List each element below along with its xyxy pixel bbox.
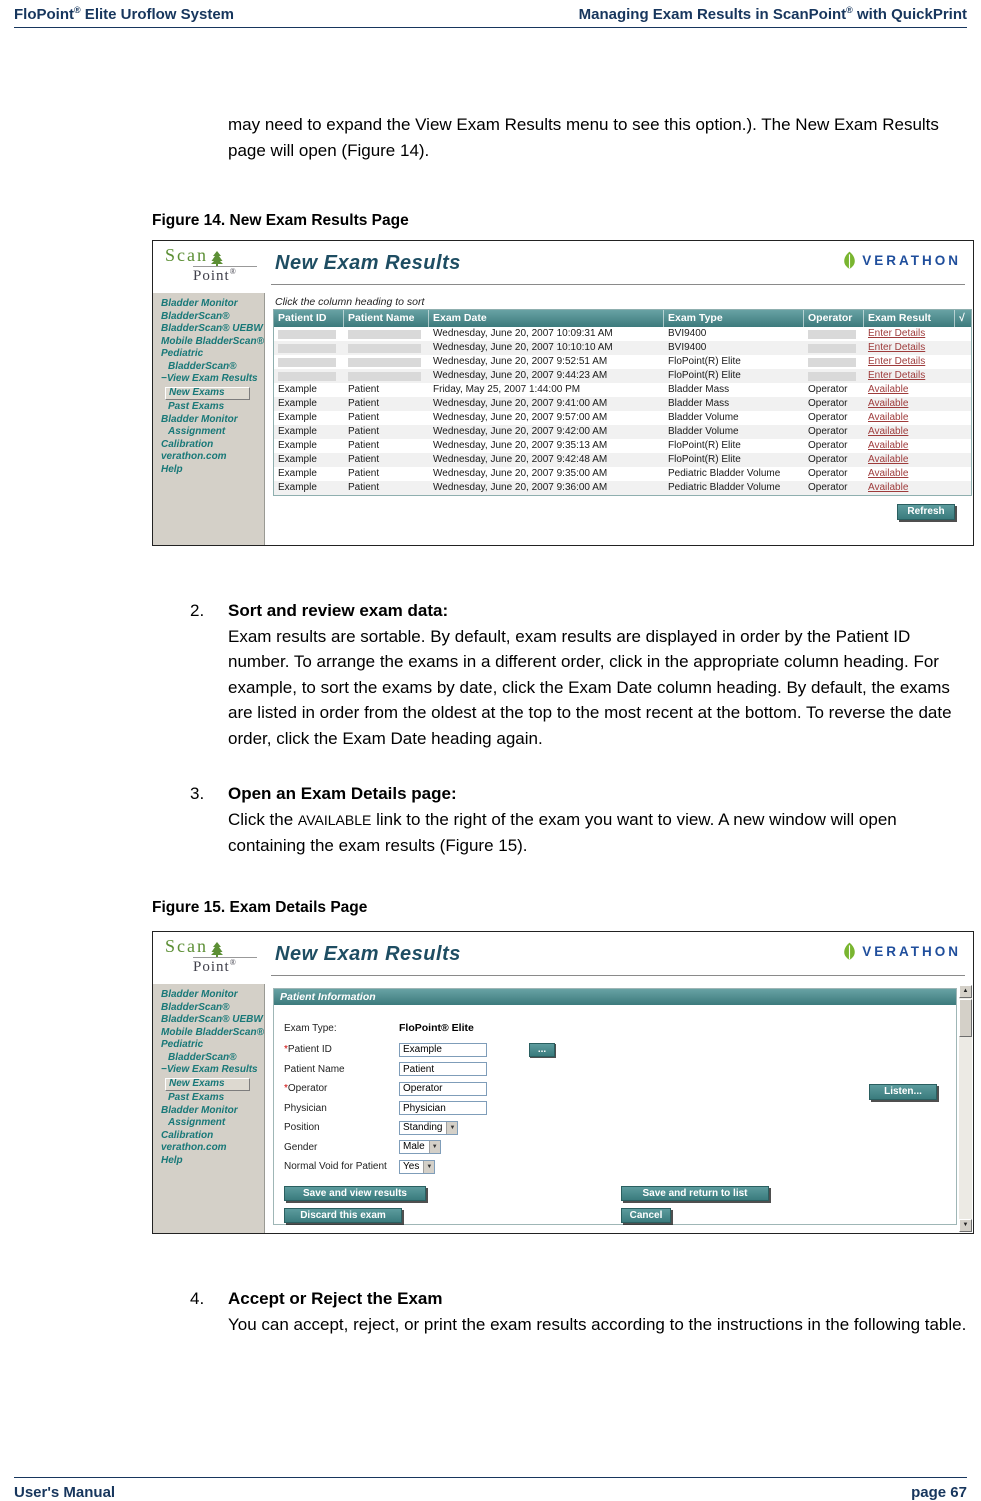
sidebar-item-assignment[interactable]: Assignment (168, 1117, 226, 1128)
cell-result (864, 327, 955, 341)
refresh-button[interactable]: Refresh (897, 504, 955, 520)
cell (804, 341, 864, 355)
footer-right: page 67 (911, 1484, 967, 1501)
exam-result-link[interactable]: Available (868, 440, 909, 451)
step-3 (190, 781, 972, 859)
scroll-up-icon[interactable]: ▲ (959, 985, 972, 998)
cell: Example (278, 482, 317, 493)
cell: BVI9400 (668, 342, 707, 353)
empty-placeholder (808, 358, 856, 367)
step-number: 4. (190, 1289, 205, 1308)
cell-result (864, 397, 955, 411)
patient-name-input[interactable] (399, 1062, 487, 1076)
cell: FloPoint(R) Elite (668, 440, 741, 451)
cell: Bladder Volume (668, 412, 739, 423)
step-body: You can accept, reject, or print the exam results according to the instructions in the following table. (228, 1314, 967, 1334)
patient-form-fields (284, 1040, 946, 1177)
empty-placeholder (278, 358, 336, 367)
cell: Patient (348, 426, 380, 437)
column-header-exam-result[interactable]: Exam Result (864, 310, 955, 327)
cell: Patient (348, 482, 380, 493)
cell-result (864, 425, 955, 439)
cell: Pediatric Bladder Volume (668, 468, 781, 479)
cell: Operator (808, 384, 848, 395)
exam-type-row (284, 1022, 474, 1034)
cell-result (864, 439, 955, 453)
logo-point-text: Point® (193, 957, 257, 976)
exam-row (274, 467, 971, 481)
cell (344, 355, 429, 369)
cell-check (955, 397, 971, 411)
step-number: 2. (190, 601, 205, 620)
doc-header-right: Managing Exam Results in ScanPoint® with QuickPrint (578, 5, 967, 23)
figure15-screenshot (152, 931, 974, 1234)
exam-row (274, 439, 971, 453)
gender-select[interactable] (399, 1140, 441, 1154)
sidebar-item-help[interactable]: Help (161, 463, 183, 475)
sidebar-item-bladder-monitor[interactable]: Bladder Monitor (161, 413, 238, 425)
sidebar-item-mobile-bladderscan[interactable]: Mobile BladderScan® (161, 335, 264, 347)
form-row-operator (284, 1079, 946, 1099)
cell: Bladder Volume (668, 426, 739, 437)
sidebar-item-bladderscan-uebw[interactable]: BladderScan® UEBW (161, 1014, 263, 1025)
selected-value: Yes (403, 1160, 420, 1172)
sidebar-item-new-exams[interactable]: New Exams (165, 387, 250, 401)
app-sidebar (153, 984, 265, 1233)
cell: Wednesday, June 20, 2007 9:36:00 AM (433, 482, 608, 493)
cell-result (864, 341, 955, 355)
exam-result-link[interactable]: Available (868, 426, 909, 437)
field-label: Normal Void for Patient (284, 1161, 387, 1173)
cell (344, 341, 429, 355)
save-and-view-results-button[interactable]: Save and view results (284, 1186, 426, 1201)
empty-placeholder (278, 372, 336, 381)
cell: Patient (348, 412, 380, 423)
empty-placeholder (808, 330, 856, 339)
sidebar-item-view-exam-results[interactable]: −View Exam Results (161, 1064, 258, 1075)
cell (274, 355, 344, 369)
cell: Example (278, 468, 317, 479)
cell (274, 341, 344, 355)
cell: Operator (808, 440, 848, 451)
step-4 (190, 1286, 972, 1337)
scanpoint-logo (165, 936, 257, 976)
exam-result-link[interactable]: Enter Details (868, 328, 926, 339)
sidebar-item-bladder-monitor[interactable]: Bladder Monitor (161, 298, 238, 309)
cell-result (864, 383, 955, 397)
cell (344, 369, 429, 383)
figure14-screenshot (152, 240, 974, 546)
empty-placeholder (808, 372, 856, 381)
exam-list-content (265, 293, 973, 545)
cell-check (955, 369, 971, 383)
field-label: *Operator (284, 1083, 328, 1095)
cell (804, 369, 864, 383)
exam-row (274, 397, 971, 411)
empty-placeholder (348, 358, 421, 367)
app-page-title: New Exam Results (275, 252, 461, 274)
empty-placeholder (278, 344, 336, 353)
chevron-down-icon: ▼ (423, 1161, 434, 1173)
logo-point-text: Point® (193, 266, 257, 285)
cell: Example (278, 384, 317, 395)
step-number: 3. (190, 784, 205, 803)
intro-paragraph: may need to expand the View Exam Results menu to see this option.). The New Exam Results page will open (Figure 14). (228, 115, 939, 160)
empty-placeholder (348, 344, 421, 353)
sidebar-item-verathon-com[interactable]: verathon.com (161, 1142, 227, 1153)
exam-table-header (274, 310, 971, 327)
cancel-button[interactable]: Cancel (621, 1208, 671, 1223)
cell: Example (278, 426, 317, 437)
cell: Wednesday, June 20, 2007 9:57:00 AM (433, 412, 608, 423)
form-row-gender (284, 1138, 946, 1158)
verathon-logo (842, 250, 961, 270)
doc-header (14, 5, 967, 28)
exam-row (274, 355, 971, 369)
sidebar-item-mobile-bladderscan[interactable]: Mobile BladderScan® (161, 1026, 264, 1038)
cell-result (864, 369, 955, 383)
step-body: Click the AVAILABLE link to the right of the exam you want to view. A new window will open containing the exam results (Figure 15). (228, 809, 897, 855)
exam-result-link[interactable]: Available (868, 454, 909, 465)
exam-row (274, 425, 971, 439)
exam-result-link[interactable]: Enter Details (868, 342, 926, 353)
save-and-return-button[interactable]: Save and return to list (621, 1186, 769, 1201)
sidebar-item-bladderscan[interactable]: BladderScan® (168, 360, 237, 372)
exam-row (274, 481, 971, 495)
browse-button[interactable]: ... (529, 1043, 555, 1057)
cell: FloPoint(R) Elite (668, 370, 741, 381)
normal-void-for-patient-select[interactable] (399, 1160, 435, 1174)
cell-check (955, 453, 971, 467)
app-body (153, 984, 973, 1233)
verathon-lily-icon (842, 941, 857, 961)
cell: Bladder Mass (668, 398, 730, 409)
cell: Example (278, 454, 317, 465)
empty-placeholder (278, 330, 336, 339)
logo-scan-text: Scan (165, 245, 208, 265)
cell: Wednesday, June 20, 2007 10:09:31 AM (433, 328, 613, 339)
cell-result (864, 467, 955, 481)
cell: Wednesday, June 20, 2007 9:35:13 AM (433, 440, 608, 451)
form-row-patient-name (284, 1060, 946, 1080)
exam-row (274, 383, 971, 397)
cell-check (955, 467, 971, 481)
patient-id-input[interactable] (399, 1043, 487, 1057)
operator-input[interactable] (399, 1082, 487, 1096)
sidebar-item-pediatric[interactable]: Pediatric (161, 1039, 204, 1050)
logo-scan-text: Scan (165, 936, 208, 956)
cell-check (955, 327, 971, 341)
exam-result-link[interactable]: Available (868, 384, 909, 395)
required-asterisk: * (284, 1083, 288, 1095)
cell: Example (278, 412, 317, 423)
sidebar-item-bladder-monitor[interactable]: Bladder Monitor (161, 989, 238, 1000)
exam-result-link[interactable]: Enter Details (868, 370, 926, 381)
field-label: Patient Name (284, 1063, 345, 1075)
exam-details-content (265, 984, 973, 1233)
doc-header-left: FloPoint® Elite Uroflow System (14, 5, 235, 23)
verathon-logo (842, 941, 961, 961)
app-page-title: New Exam Results (275, 943, 461, 965)
cell-check (955, 481, 971, 495)
sidebar-item-pediatric[interactable]: Pediatric (161, 348, 204, 359)
cell (344, 327, 429, 341)
form-row-physician (284, 1099, 946, 1119)
sidebar-item-bladderscan[interactable]: BladderScan® (161, 1001, 230, 1013)
cell: Patient (348, 454, 380, 465)
step-title: Accept or Reject the Exam (228, 1289, 443, 1308)
exam-result-link[interactable]: Available (868, 398, 909, 409)
column-header-exam-date[interactable]: Exam Date (429, 310, 664, 327)
column-header-patient-id[interactable]: Patient ID (274, 310, 344, 327)
sidebar-item-assignment[interactable]: Assignment (168, 426, 226, 437)
cell (274, 327, 344, 341)
cell: Bladder Mass (668, 384, 730, 395)
cell-check (955, 439, 971, 453)
tree-icon (211, 942, 223, 957)
sidebar-item-calibration[interactable]: Calibration (161, 1129, 214, 1141)
sidebar-item-view-exam-results[interactable]: −View Exam Results (161, 373, 258, 384)
app-sidebar (153, 293, 265, 545)
figure15-caption: Figure 15. Exam Details Page (152, 899, 368, 916)
empty-placeholder (808, 344, 856, 353)
exam-result-link[interactable]: Available (868, 482, 909, 493)
cell (804, 327, 864, 341)
exam-type-label: Exam Type: (284, 1022, 337, 1034)
cell: FloPoint(R) Elite (668, 356, 741, 367)
cell: Patient (348, 468, 380, 479)
required-asterisk: * (284, 1044, 288, 1056)
app-header (153, 241, 973, 293)
sidebar-item-bladderscan[interactable]: BladderScan® (168, 1051, 237, 1063)
exam-type-value: FloPoint® Elite (399, 1022, 474, 1034)
cell: Example (278, 398, 317, 409)
cell (804, 355, 864, 369)
column-header-operator[interactable]: Operator (804, 310, 864, 327)
step-body: Exam results are sortable. By default, exam results are displayed in order by the Patient ID number. To arrange the exams in a different order, click in the appropriate column heading. For example, to sort the exams by date, click the Exam Date column heading. By default, the exams are listed in order from the oldest at the top to the most recent at the bottom. To reverse the date order, click the Exam Date heading again. (228, 626, 952, 748)
vertical-scrollbar[interactable] (959, 985, 972, 1232)
verathon-lily-icon (842, 250, 857, 270)
listen-button[interactable]: Listen... (869, 1084, 937, 1100)
cell: Wednesday, June 20, 2007 10:10:10 AM (433, 342, 613, 353)
form-row-patient-id (284, 1040, 946, 1060)
cell: Wednesday, June 20, 2007 9:42:00 AM (433, 426, 608, 437)
cell: Wednesday, June 20, 2007 9:44:23 AM (433, 370, 608, 381)
sidebar-item-help[interactable]: Help (161, 1154, 183, 1166)
footer-left: User's Manual (14, 1484, 116, 1501)
sidebar-item-new-exams[interactable]: New Exams (165, 1078, 250, 1092)
tree-icon (211, 251, 223, 266)
discard-exam-button[interactable]: Discard this exam (284, 1208, 402, 1223)
exam-row (274, 327, 971, 341)
exam-row (274, 369, 971, 383)
patient-information-header: Patient Information (274, 989, 956, 1005)
cell: Patient (348, 398, 380, 409)
cell-result (864, 355, 955, 369)
exam-table (273, 309, 972, 496)
cell: Operator (808, 468, 848, 479)
step-title: Sort and review exam data: (228, 601, 449, 620)
verathon-wordmark: VERATHON (862, 252, 961, 268)
cell: Wednesday, June 20, 2007 9:35:00 AM (433, 468, 608, 479)
cell: Patient (348, 384, 380, 395)
cell-check (955, 411, 971, 425)
cell (274, 369, 344, 383)
scanpoint-logo (165, 245, 257, 285)
cell: Wednesday, June 20, 2007 9:52:51 AM (433, 356, 608, 367)
sidebar-item-bladderscan[interactable]: BladderScan® (161, 310, 230, 322)
cell: Wednesday, June 20, 2007 9:41:00 AM (433, 398, 608, 409)
form-row-normal-void-for-patient (284, 1157, 946, 1177)
title-rule (271, 975, 965, 976)
scrollbar-thumb[interactable] (959, 999, 972, 1037)
exam-row (274, 341, 971, 355)
sidebar-item-past-exams[interactable]: Past Exams (168, 1092, 225, 1103)
column-header-exam-type[interactable]: Exam Type (664, 310, 804, 327)
app-header (153, 932, 973, 984)
cell: Operator (808, 398, 848, 409)
cell: Operator (808, 482, 848, 493)
selected-value: Standing (403, 1121, 443, 1133)
exam-result-link[interactable]: Available (868, 468, 909, 479)
cell: Operator (808, 426, 848, 437)
cell-check (955, 383, 971, 397)
title-rule (271, 284, 965, 285)
position-select[interactable] (399, 1121, 458, 1135)
sort-hint: Click the column heading to sort (275, 296, 425, 308)
field-label: Position (284, 1122, 320, 1134)
empty-placeholder (348, 372, 421, 381)
cell: FloPoint(R) Elite (668, 454, 741, 465)
column-header-patient-name[interactable]: Patient Name (344, 310, 429, 327)
field-label: *Patient ID (284, 1044, 332, 1056)
cell-check (955, 355, 971, 369)
sidebar-item-calibration[interactable]: Calibration (161, 438, 214, 450)
app-body (153, 293, 973, 545)
empty-placeholder (348, 330, 421, 339)
cell-check (955, 425, 971, 439)
verathon-wordmark: VERATHON (862, 943, 961, 959)
cell: Operator (808, 454, 848, 465)
exam-result-link[interactable]: Available (868, 412, 909, 423)
step-2 (190, 598, 972, 751)
step-title: Open an Exam Details page: (228, 784, 457, 803)
chevron-down-icon: ▼ (446, 1122, 457, 1134)
cell: Friday, May 25, 2007 1:44:00 PM (433, 384, 581, 395)
cell: BVI9400 (668, 328, 707, 339)
cell: Pediatric Bladder Volume (668, 482, 781, 493)
sidebar-item-verathon-com[interactable]: verathon.com (161, 451, 227, 462)
sidebar-item-bladderscan-uebw[interactable]: BladderScan® UEBW (161, 323, 263, 334)
selected-value: Male (403, 1141, 425, 1153)
cell: Example (278, 440, 317, 451)
chevron-down-icon: ▼ (429, 1141, 440, 1153)
physician-input[interactable] (399, 1101, 487, 1115)
cell-result (864, 453, 955, 467)
cell-result (864, 481, 955, 495)
exam-result-link[interactable]: Enter Details (868, 356, 926, 367)
field-label: Physician (284, 1102, 327, 1114)
cell-result (864, 411, 955, 425)
cell: Operator (808, 412, 848, 423)
sidebar-item-bladder-monitor[interactable]: Bladder Monitor (161, 1104, 238, 1116)
cell: Wednesday, June 20, 2007 9:42:48 AM (433, 454, 608, 465)
cell-check (955, 341, 971, 355)
scroll-down-icon[interactable]: ▼ (959, 1219, 972, 1232)
exam-row (274, 411, 971, 425)
figure14-caption: Figure 14. New Exam Results Page (152, 212, 409, 229)
field-label: Gender (284, 1141, 318, 1153)
form-row-position (284, 1118, 946, 1138)
doc-footer (14, 1477, 967, 1501)
patient-information-section (273, 988, 957, 1225)
exam-table-body (274, 327, 971, 495)
column-header-[interactable]: √ (959, 312, 965, 324)
sidebar-item-past-exams[interactable]: Past Exams (168, 401, 225, 412)
cell: Patient (348, 440, 380, 451)
exam-row (274, 453, 971, 467)
